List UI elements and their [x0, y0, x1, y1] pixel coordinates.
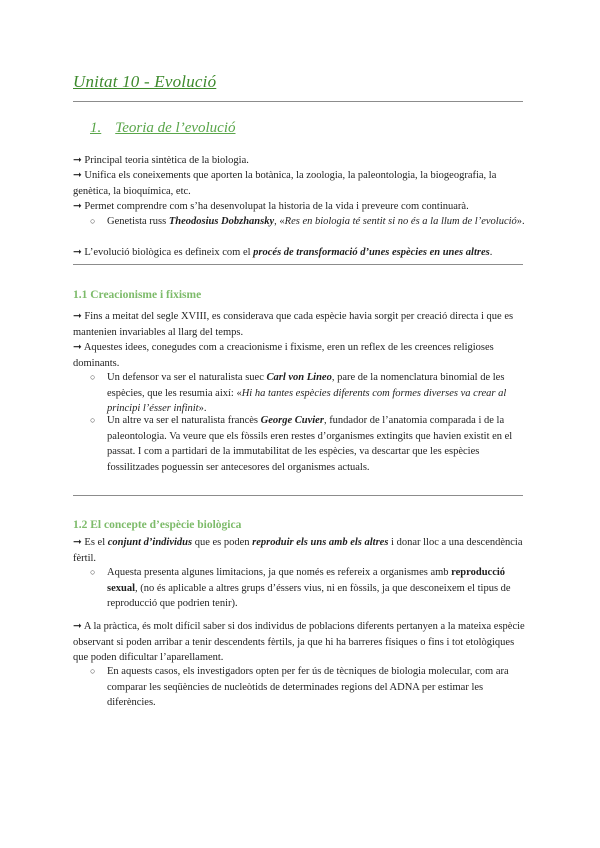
text: que es poden [192, 537, 253, 548]
text: , « [274, 216, 285, 227]
emphasis: reproducció sexual [107, 567, 506, 594]
bullet-icon: ○ [90, 372, 96, 382]
s12-paragraph-2: ➞ A la pràctica, és molt difícil saber si dos individus de poblacions diferents pertanyen a la mateixa espècie observant si poden arribar a tenir descendents fèrtils, ja que hi ha barreres físiques o fins i tot etològiques que poden dificultar l’aparellament. [73, 621, 525, 663]
s1-paragraph-4 [73, 245, 527, 261]
text: ». [516, 216, 525, 227]
text: Un altre va ser el naturalista francès [107, 415, 261, 426]
quote: Hi ha tantes espècies diferents com formes diverses va crear al principi l’ésser infinit [107, 387, 507, 414]
text: Un defensor va ser el naturalista suec [107, 372, 267, 383]
emphasis: procés de transformació d’unes espècies en unes altres [253, 247, 490, 258]
section-1-number: 1. [90, 120, 102, 136]
bullet-icon: ○ [90, 216, 96, 226]
text: ➞ L’evolució biològica es defineix com el [73, 247, 254, 258]
unit-title: Unitat 10 - Evolució [73, 72, 217, 91]
section-divider [73, 495, 523, 496]
bullet-icon: ○ [90, 567, 96, 577]
s1-subpoint-1 [107, 214, 527, 230]
section-1-1-heading: 1.1 Creacionisme i fixisme [73, 289, 202, 301]
s12-paragraph-1 [73, 535, 527, 566]
section-1-heading [90, 120, 236, 137]
bullet-icon: ○ [90, 666, 96, 676]
text: ». [198, 403, 207, 414]
text: Aquesta presenta algunes limitacions, ja que només es refereix a organismes amb [107, 567, 452, 578]
text: i donar lloc a una descendència fèrtil. [73, 537, 523, 564]
s12-subpoint-1 [107, 565, 527, 612]
text: ➞ Es el [73, 537, 108, 548]
s12-subpoint-2: En aquests casos, els investigadors opten per fer ús de tècniques de biologia molecular, com ara comparar les seqüències de nucleòtids de determinades regions del ADNA per estimar les diferències. [107, 666, 509, 708]
text: , pare de la nomenclatura binomial de les espècies, que les resumia així: « [107, 372, 505, 399]
title-divider [73, 101, 523, 102]
s11-subpoint-2 [107, 413, 527, 475]
emphasis: Theodosius Dobzhansky [168, 216, 275, 227]
quote: Res en biologia té sentit si no és a la llum de l’evolució [284, 216, 517, 227]
section-1-title: Teoria de l’evolució [115, 120, 236, 136]
emphasis: conjunt d’individus [107, 537, 193, 548]
s1-paragraph-3: ➞ Permet comprendre com s’ha desenvolupat la historia de la vida i preveure com continuarà. [73, 201, 469, 212]
s11-paragraph-2: ➞ Aquestes idees, conegudes com a creacionisme i fixisme, eren un reflex de les creences religioses dominants. [73, 342, 494, 369]
text: , (no és aplicable a altres grups d’éssers vius, ni en fòssils, ja que desconeixem el tipus de reproducció que podrien tenir). [107, 582, 511, 609]
emphasis: reproduir els uns amb els altres [252, 537, 389, 548]
text: . [489, 247, 493, 258]
text: Genetista russ [107, 216, 169, 227]
section-divider [73, 264, 523, 265]
s11-subpoint-1 [107, 370, 527, 417]
emphasis: George Cuvier [260, 415, 324, 426]
section-1-2-heading: 1.2 El concepte d’espècie biològica [73, 519, 242, 531]
text: , fundador de l’anatomia comparada i de la paleontologia. Va veure que els fòssils eren restes d’organismes extingits que havien existit en el passat. I com a partidari de la immutabilitat de les espècies, va descartar que les espècies fossilitzades poguessin ser antecesores del organismes actuals. [107, 415, 513, 473]
s1-paragraph-2: ➞ Unifica els coneixements que aporten la botànica, la zoologia, la paleontologia, la biogeografia, la genètica, la bioquímica, etc. [73, 170, 497, 197]
bullet-icon: ○ [90, 415, 96, 425]
s11-paragraph-1: ➞ Fins a meitat del segle XVIII, es considerava que cada espècie havia sorgit per creació directa i que es mantenien invariables al llarg del temps. [73, 311, 514, 338]
emphasis: Carl von Lineo [266, 372, 332, 383]
s1-paragraph-1: ➞ Principal teoria sintètica de la biologia. [73, 155, 249, 166]
